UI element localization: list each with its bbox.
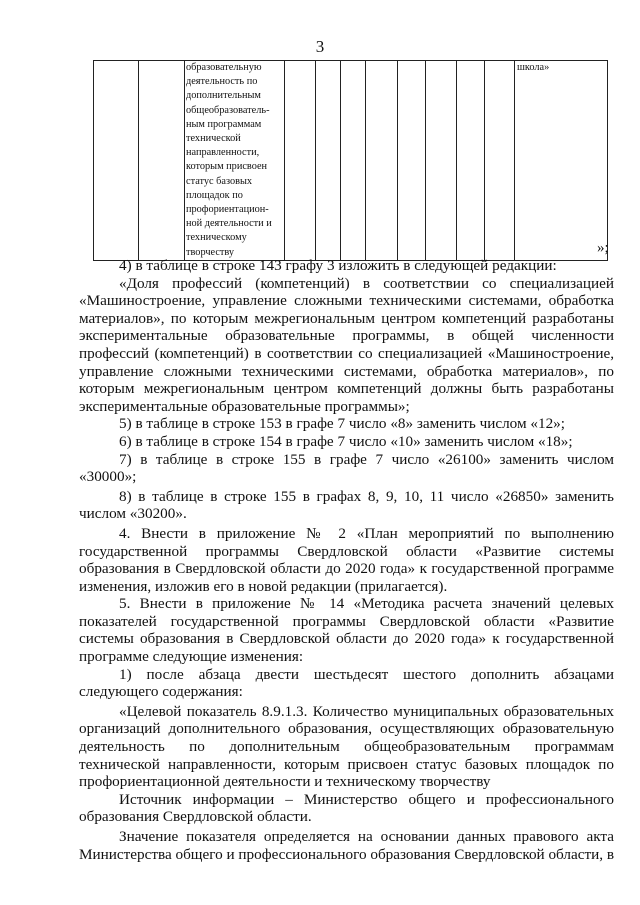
description-line: образовательную bbox=[186, 62, 262, 73]
table-cell-empty bbox=[457, 61, 485, 261]
table-cell-empty bbox=[139, 61, 185, 261]
description-line: ной деятельности и bbox=[186, 218, 272, 230]
description-line: творчеству bbox=[186, 246, 235, 258]
paragraph-section-4: 4. Внести в приложение № 2 «План мероприятий по выполнению государственной программы Свердловской области «Развитие системы образования в Свердловской области до 2020 года» к государственной программе изменения, изложив его в новой редакции (прилагается). bbox=[79, 524, 614, 595]
table-closing-quote: »; bbox=[597, 240, 609, 256]
table-cell-empty bbox=[485, 61, 515, 261]
paragraph-item-7: 7) в таблице в строке 155 в графе 7 число «26100» заменить числом «30000»; bbox=[79, 450, 614, 486]
description-line: дополнительным bbox=[186, 90, 261, 102]
table-cell-empty bbox=[285, 61, 316, 261]
description-line: которым присвоен bbox=[186, 161, 268, 173]
paragraph-item-5: 5) в таблице в строке 153 в графе 7 число «8» заменить числом «12»; bbox=[119, 415, 565, 433]
description-line: направленности, bbox=[186, 147, 260, 159]
table-cell-description bbox=[185, 61, 285, 261]
description-line: профориентацион- bbox=[186, 204, 269, 216]
document-body bbox=[79, 257, 614, 863]
paragraph-item-8: 8) в таблице в строке 155 в графах 8, 9, 10, 11 число «26850» заменить числом «30200». bbox=[79, 487, 614, 523]
description-line: техническому bbox=[186, 232, 247, 244]
paragraph-quote-share: «Доля профессий (компетенций) в соответствии со специализацией «Машиностроение, управление сложными техническими системами, обработка материалов», по которым межрегиональным центром компетенций разработаны экспериментальные образовательные программы, в общей численности профессий (компетенций) в соответствии со специализацией «Машиностроение, управление сложными техническими системами, обработка материалов», по которым межрегиональным центром компетенций должны быть разработаны экспериментальные образовательные программы»; bbox=[79, 274, 614, 415]
table-row bbox=[94, 61, 608, 261]
continuation-table bbox=[93, 60, 608, 261]
paragraph-section-5: 5. Внести в приложение № 14 «Методика расчета значений целевых показателей государственной программы Свердловской области «Развитие системы образования в Свердловской области до 2020 года» к государственной программе следующие изменения: bbox=[79, 595, 614, 666]
paragraph-item-6: 6) в таблице в строке 154 в графе 7 число «10» заменить числом «18»; bbox=[119, 432, 573, 450]
description-line: ным программам bbox=[186, 118, 262, 130]
table-cell-empty bbox=[366, 61, 398, 261]
description-line: деятельность по bbox=[186, 76, 258, 88]
table-cell-responsible: школа» bbox=[515, 61, 608, 261]
description-line: статус базовых bbox=[186, 175, 253, 187]
paragraph-info-source: Источник информации – Министерство общего и профессионального образования Свердловской области. bbox=[79, 790, 614, 826]
table-cell-empty bbox=[94, 61, 139, 261]
table-cell-empty bbox=[426, 61, 457, 261]
paragraph-subitem-1: 1) после абзаца двести шестьдесят шестого дополнить абзацами следующего содержания: bbox=[79, 665, 614, 701]
table-cell-empty bbox=[316, 61, 341, 261]
table-cell-empty bbox=[398, 61, 426, 261]
description-line: технической bbox=[186, 133, 241, 145]
paragraph-target-indicator: «Целевой показатель 8.9.1.3. Количество муниципальных образовательных организаций дополнительного образования, осуществляющих образовательную деятельность по дополнительным общеобразовательным программам технической направленности, которым присвоен статус базовых площадок по профориентационной деятельности и техническому творчеству bbox=[79, 702, 614, 791]
page-number: 3 bbox=[315, 37, 325, 56]
description-line: площадок по bbox=[186, 189, 243, 201]
paragraph-value-definition: Значение показателя определяется на основании данных правового акта Министерства общего и профессионального образования Свердловской области, в bbox=[79, 828, 614, 863]
paragraph-item-4: 4) в таблице в строке 143 графу 3 изложить в следующей редакции: bbox=[119, 257, 557, 274]
table-cell-empty bbox=[341, 61, 366, 261]
description-line: общеобразователь- bbox=[186, 104, 270, 116]
